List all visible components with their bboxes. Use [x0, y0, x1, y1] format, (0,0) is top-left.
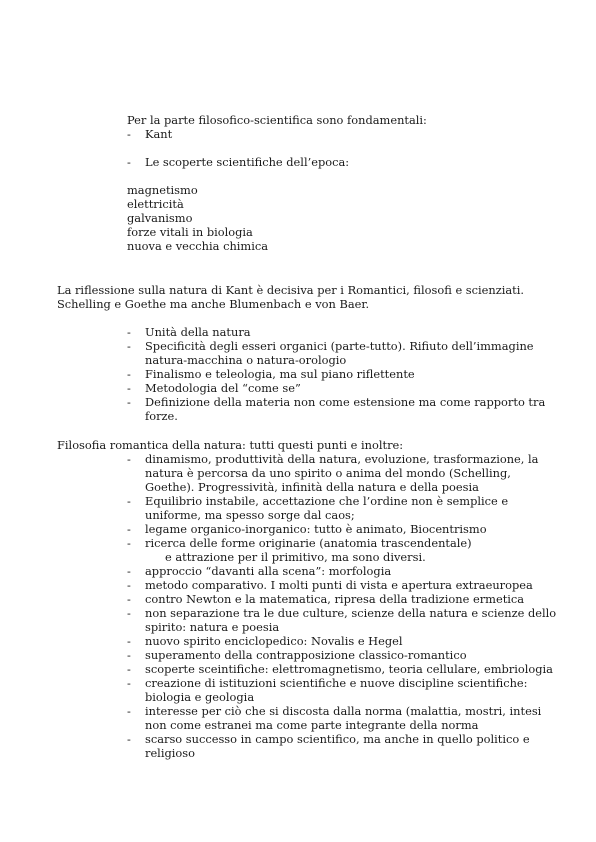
- bullet-dash: -: [127, 578, 131, 592]
- romantic-bullet: legame organico-inorganico: tutto è animato, Biocentrismo: [145, 522, 487, 536]
- romantic-bullet-continuation: religioso: [145, 746, 195, 760]
- romantic-extra-line: e attrazione per il primitivo, ma sono diversi.: [165, 550, 426, 564]
- bullet-dash: -: [127, 634, 131, 648]
- bullet-dash: -: [127, 339, 131, 353]
- romantic-heading: Filosofia romantica della natura: tutti questi punti e inoltre:: [57, 438, 404, 452]
- romantic-bullet: contro Newton e la matematica, ripresa della tradizione ermetica: [145, 592, 525, 606]
- intro-text: Per la parte filosofico-scientifica sono fondamentali:: [127, 113, 427, 127]
- romantic-bullet-continuation: natura è percorsa da uno spirito o anima del mondo (Schelling,: [145, 466, 511, 480]
- romantic-bullet: ricerca delle forme originarie (anatomia trascendentale): [145, 536, 472, 550]
- discovery-item: nuova e vecchia chimica: [127, 239, 269, 253]
- romantic-bullet-continuation: uniforme, ma spesso sorge dal caos;: [145, 508, 355, 522]
- bullet-dash: -: [127, 325, 131, 339]
- romantic-bullet: creazione di istituzioni scientifiche e nuove discipline scientifiche:: [145, 676, 528, 690]
- bullet-dash: -: [127, 522, 131, 536]
- bullet-dash: -: [127, 732, 131, 746]
- romantic-bullet: interesse per ciò che si discosta dalla norma (malattia, mostri, intesi: [145, 704, 542, 718]
- kant-paragraph-line: La riflessione sulla natura di Kant è decisiva per i Romantici, filosofi e scienziati.: [57, 283, 525, 297]
- bullet-dash: -: [127, 155, 131, 169]
- bullet-dash: -: [127, 367, 131, 381]
- kant-paragraph-line: Schelling e Goethe ma anche Blumenbach e von Baer.: [57, 297, 370, 311]
- bullet-dash: -: [127, 381, 131, 395]
- bullet-dash: -: [127, 127, 131, 141]
- bullet-dash: -: [127, 676, 131, 690]
- bullet-kant: Kant: [145, 127, 173, 141]
- bullet-dash: -: [127, 704, 131, 718]
- romantic-bullet: non separazione tra le due culture, scienze della natura e scienze dello: [145, 606, 557, 620]
- bullet-scoperte: Le scoperte scientifiche dell’epoca:: [145, 155, 350, 169]
- kant-bullet: Definizione della materia non come estensione ma come rapporto tra: [145, 395, 546, 409]
- bullet-dash: -: [127, 536, 131, 550]
- bullet-dash: -: [127, 494, 131, 508]
- bullet-dash: -: [127, 592, 131, 606]
- romantic-bullet: approccio “davanti alla scena”: morfologia: [145, 564, 392, 578]
- romantic-bullet-continuation: biologia e geologia: [145, 690, 255, 704]
- romantic-bullet-continuation: non come estranei ma come parte integrante della norma: [145, 718, 479, 732]
- romantic-bullet: superamento della contrapposizione classico-romantico: [145, 648, 467, 662]
- bullet-dash: -: [127, 662, 131, 676]
- discovery-item: elettricità: [127, 197, 184, 211]
- romantic-bullet-continuation: spirito: natura e poesia: [145, 620, 280, 634]
- bullet-dash: -: [127, 564, 131, 578]
- kant-bullet-continuation: natura-macchina o natura-orologio: [145, 353, 347, 367]
- romantic-bullet: nuovo spirito enciclopedico: Novalis e Hegel: [145, 634, 403, 648]
- discovery-item: magnetismo: [127, 183, 198, 197]
- romantic-bullet: Equilibrio instabile, accettazione che l’ordine non è semplice e: [145, 494, 509, 508]
- romantic-bullet: dinamismo, produttività della natura, evoluzione, trasformazione, la: [145, 452, 539, 466]
- discovery-item: galvanismo: [127, 211, 193, 225]
- discovery-item: forze vitali in biologia: [127, 225, 253, 239]
- romantic-bullet: scoperte sceintifiche: elettromagnetismo, teoria cellulare, embriologia: [145, 662, 553, 676]
- kant-bullet: Unità della natura: [145, 325, 251, 339]
- bullet-dash: -: [127, 648, 131, 662]
- romantic-bullet: metodo comparativo. I molti punti di vista e apertura extraeuropea: [145, 578, 533, 592]
- bullet-dash: -: [127, 452, 131, 466]
- kant-bullet-continuation: forze.: [145, 409, 178, 423]
- bullet-dash: -: [127, 395, 131, 409]
- kant-bullet: Metodologia del “come se”: [145, 381, 301, 395]
- bullet-dash: -: [127, 606, 131, 620]
- kant-bullet: Specificità degli esseri organici (parte-tutto). Rifiuto dell’immagine: [145, 339, 534, 353]
- kant-bullet: Finalismo e teleologia, ma sul piano riflettente: [145, 367, 415, 381]
- romantic-bullet: scarso successo in campo scientifico, ma anche in quello politico e: [145, 732, 530, 746]
- romantic-bullet-continuation: Goethe). Progressività, infinità della natura e della poesia: [145, 480, 479, 494]
